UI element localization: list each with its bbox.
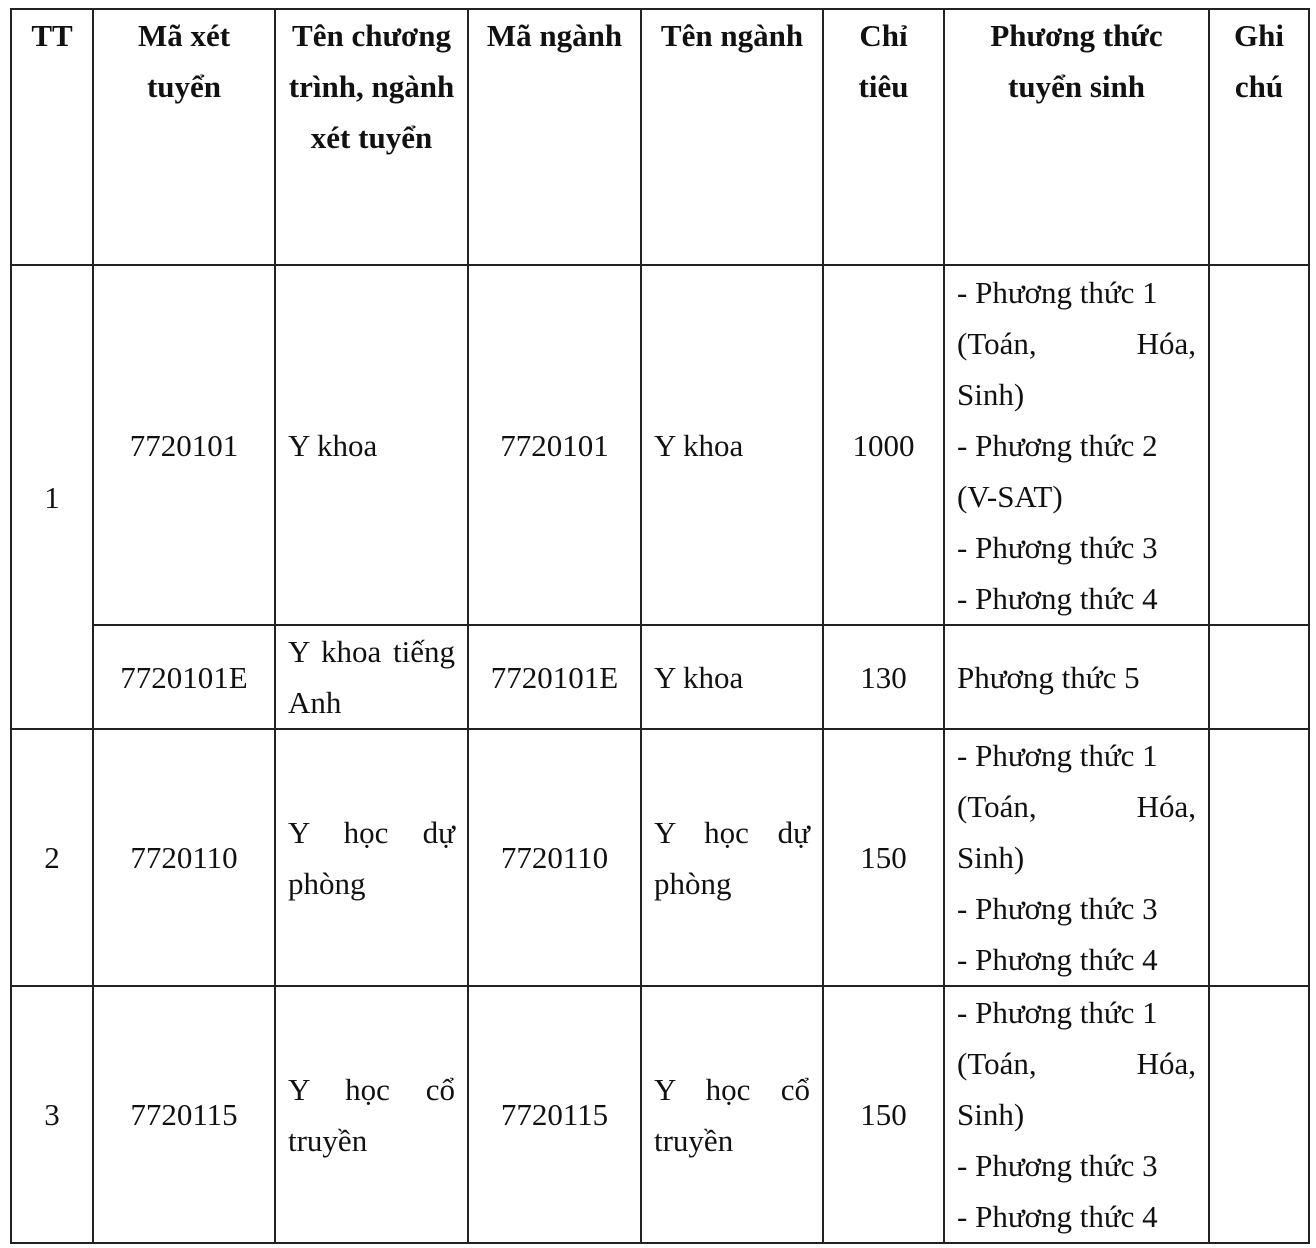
- method-line: Phương thức 5: [957, 659, 1140, 695]
- method-line: Sinh): [957, 1097, 1025, 1132]
- program-name: Y khoa tiếng Anh: [288, 634, 455, 720]
- admissions-table: [10, 8, 1310, 1244]
- cell-ten-nganh: Y học dự phòng: [641, 729, 823, 986]
- method-line: Sinh): [957, 840, 1025, 875]
- cell-phuong-thuc: [944, 265, 1209, 625]
- cell-tt: 1: [11, 265, 93, 729]
- cell-ma-xet-tuyen: 7720110: [93, 729, 275, 986]
- method-line: - Phương thức 4: [957, 1199, 1158, 1234]
- cell-ten-chuong-trinh: Y học dự phòng: [275, 729, 468, 986]
- cell-phuong-thuc: [944, 986, 1209, 1243]
- cell-ghi-chu: [1209, 729, 1309, 986]
- header-phuong-thuc: Phương thức tuyển sinh: [944, 9, 1209, 265]
- cell-ma-nganh: 7720110: [468, 729, 641, 986]
- header-ghi-chu: Ghi chú: [1209, 9, 1309, 265]
- cell-ghi-chu: [1209, 986, 1309, 1243]
- method-line: - Phương thức 2: [957, 427, 1158, 463]
- method-line: (Toán, Hóa,: [957, 789, 1196, 824]
- header-chi-tieu: Chỉ tiêu: [823, 9, 944, 265]
- method-line: - Phương thức 3: [957, 891, 1158, 926]
- cell-ma-xet-tuyen: 7720101E: [93, 625, 275, 729]
- method-line: - Phương thức 1: [957, 995, 1158, 1030]
- cell-ghi-chu: [1209, 265, 1309, 625]
- method-line: - Phương thức 3: [957, 1148, 1158, 1183]
- cell-phuong-thuc: [944, 729, 1209, 986]
- cell-tt: 2: [11, 729, 93, 986]
- cell-ten-chuong-trinh: [275, 625, 468, 729]
- table-row: [11, 265, 1309, 625]
- table-row: [11, 729, 1309, 986]
- cell-phuong-thuc: [944, 625, 1209, 729]
- cell-ma-nganh: 7720101E: [468, 625, 641, 729]
- method-line: - Phương thức 1: [957, 274, 1158, 310]
- cell-chi-tieu: 130: [823, 625, 944, 729]
- cell-tt: 3: [11, 986, 93, 1243]
- method-line: (Toán, Hóa,: [957, 325, 1196, 361]
- cell-ma-xet-tuyen: 7720101: [93, 265, 275, 625]
- method-line: (Toán, Hóa,: [957, 1046, 1196, 1081]
- method-line: - Phương thức 3: [957, 529, 1158, 565]
- cell-ten-chuong-trinh: Y khoa: [275, 265, 468, 625]
- cell-chi-tieu: 150: [823, 729, 944, 986]
- cell-ten-nganh: Y học cổ truyền: [641, 986, 823, 1243]
- cell-chi-tieu: 1000: [823, 265, 944, 625]
- cell-ten-nganh: Y khoa: [641, 265, 823, 625]
- cell-ten-chuong-trinh: Y học cổ truyền: [275, 986, 468, 1243]
- header-ten-chuong-trinh: Tên chương trình, ngành xét tuyển: [275, 9, 468, 265]
- header-tt: TT: [11, 9, 93, 265]
- cell-ten-nganh: Y khoa: [641, 625, 823, 729]
- method-line: - Phương thức 1: [957, 738, 1158, 773]
- method-line: - Phương thức 4: [957, 942, 1158, 977]
- table-row: [11, 986, 1309, 1243]
- header-row: [11, 9, 1309, 265]
- header-ma-xet-tuyen: Mã xét tuyển: [93, 9, 275, 265]
- cell-ma-nganh: 7720101: [468, 265, 641, 625]
- cell-chi-tieu: 150: [823, 986, 944, 1243]
- cell-ma-nganh: 7720115: [468, 986, 641, 1243]
- cell-ma-xet-tuyen: 7720115: [93, 986, 275, 1243]
- cell-ghi-chu: [1209, 625, 1309, 729]
- header-ten-nganh: Tên ngành: [641, 9, 823, 265]
- method-line: - Phương thức 4: [957, 580, 1158, 616]
- method-line: (V-SAT): [957, 478, 1063, 514]
- method-line: Sinh): [957, 376, 1025, 412]
- table-row: [11, 625, 1309, 729]
- header-ma-nganh: Mã ngành: [468, 9, 641, 265]
